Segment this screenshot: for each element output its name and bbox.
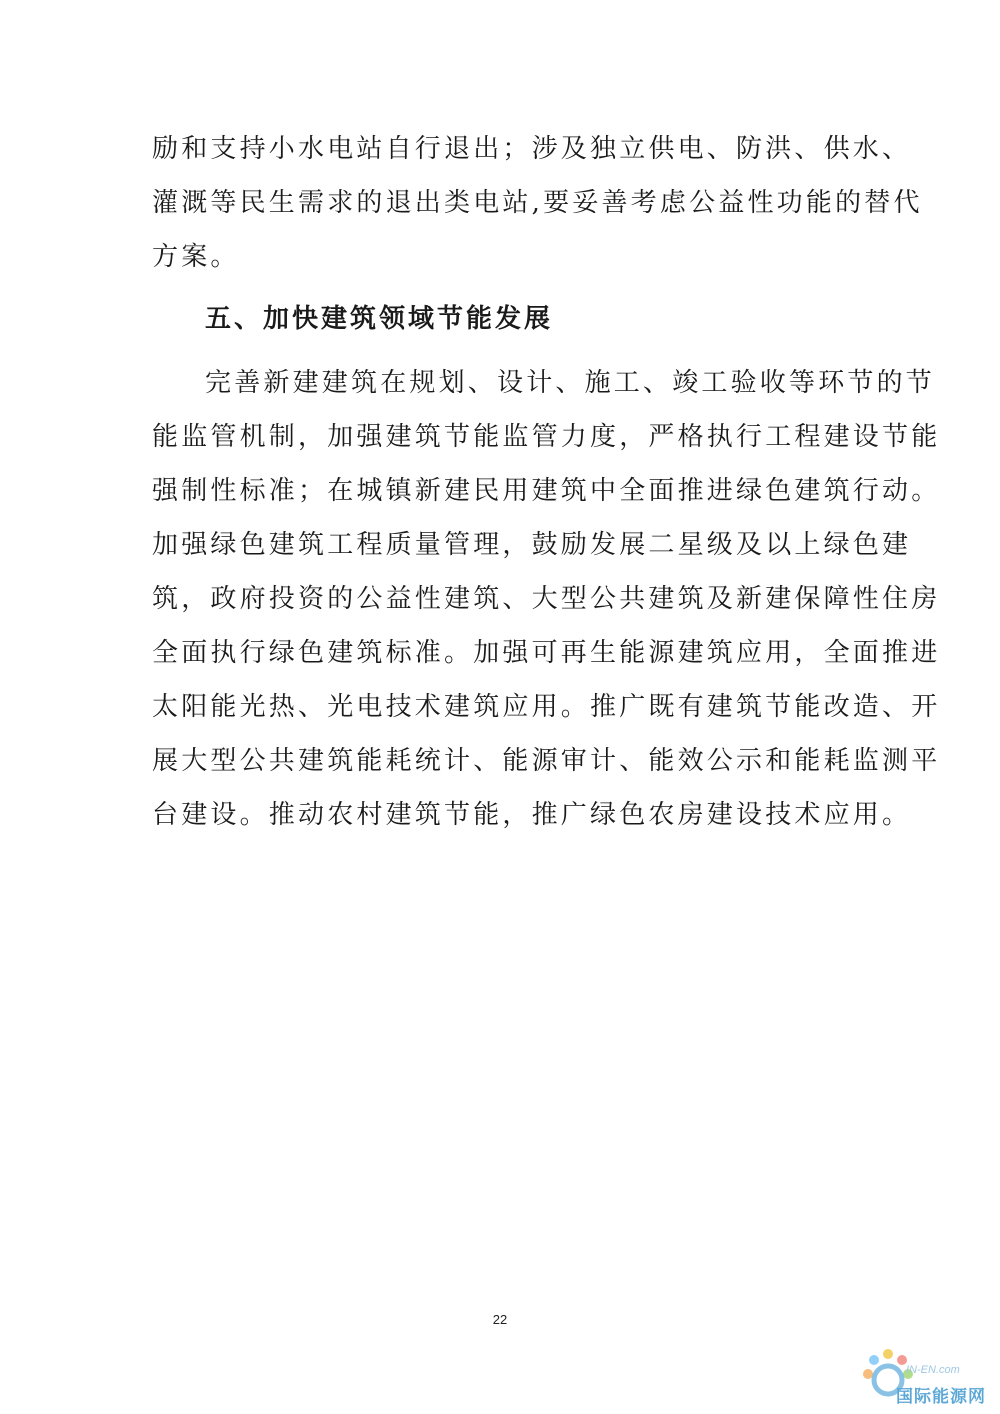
paragraph-line: 筑，政府投资的公益性建筑、大型公共建筑及新建保障性住房 bbox=[152, 584, 941, 614]
section-heading: 五、加快建筑领域节能发展 bbox=[205, 304, 554, 334]
paragraph-line: 完善新建建筑在规划、设计、施工、竣工验收等环节的节 bbox=[205, 368, 936, 398]
paragraph-line: 全面执行绿色建筑标准。加强可再生能源建筑应用，全面推进 bbox=[152, 638, 941, 668]
paragraph-line: 励和支持小水电站自行退出；涉及独立供电、防洪、供水、 bbox=[152, 134, 912, 164]
watermark-brand: 国际能源网 bbox=[896, 1387, 986, 1407]
paragraph-line: 能监管机制，加强建筑节能监管力度，严格执行工程建设节能 bbox=[152, 422, 941, 452]
paragraph-line: 台建设。推动农村建筑节能，推广绿色农房建设技术应用。 bbox=[152, 800, 912, 830]
paragraph-line: 展大型公共建筑能耗统计、能源审计、能效公示和能耗监测平 bbox=[152, 746, 941, 776]
paragraph-line: 太阳能光热、光电技术建筑应用。推广既有建筑节能改造、开 bbox=[152, 692, 941, 722]
watermark-logo bbox=[858, 1330, 998, 1410]
paragraph-line: 强制性标准；在城镇新建民用建筑中全面推进绿色建筑行动。 bbox=[152, 476, 941, 506]
paragraph-line: 加强绿色建筑工程质量管理，鼓励发展二星级及以上绿色建 bbox=[152, 530, 912, 560]
paragraph-line: 灌溉等民生需求的退出类电站,要妥善考虑公益性功能的替代 bbox=[152, 188, 923, 218]
watermark-subtext: IN-EN.com bbox=[906, 1364, 960, 1376]
paragraph-line: 方案。 bbox=[152, 242, 240, 272]
page-number: 22 bbox=[492, 1312, 508, 1327]
